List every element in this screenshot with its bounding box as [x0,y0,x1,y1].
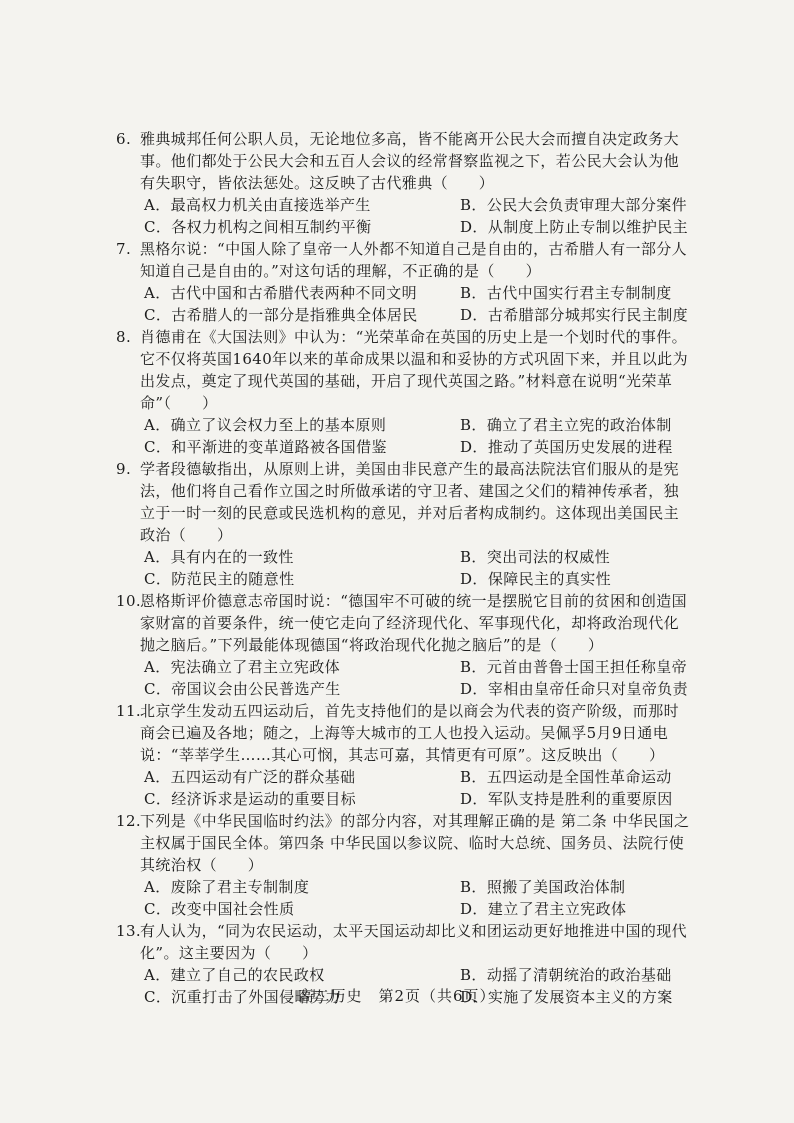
option-item: B．照搬了美国政治体制 [460,878,626,896]
option-item: C．经济诉求是运动的重要目标 [144,790,357,808]
question-text: 恩格斯评价德意志帝国时说：“德国牢不可破的统一是摆脱它目前的贫困和创造国家财富的首要条件，统一使它走向了经济现代化、军事现代化，却将政治现代化抛之脑后。”下列最能体现德国“将政治现代化抛之脑后”的是（ ） [140,592,688,654]
option-item: A．确立了议会权力至上的基本原则 [144,416,387,434]
question-item [116,810,694,920]
option-item: A．古代中国和古希腊代表两种不同文明 [144,284,418,302]
option-grid [116,546,694,590]
option-item: A．废除了君主专制制度 [144,878,310,896]
question-text: 下列是《中华民国临时约法》的部分内容，对其理解正确的是 第二条 中华民国之主权属于国民全体。第四条 中华民国以参议院、临时大总统、国务员、法院行使其统治权（ ） [140,812,690,874]
question-number: 11. [116,702,142,720]
option-item: C．沉重打击了外国侵略势力 [144,988,341,1006]
option-item: B．古代中国实行君主专制制度 [460,284,672,302]
question-text: 有人认为，“同为农民运动，太平天国运动却比义和团运动更好地推进中国的现代化”。这主要因为（ ） [140,922,688,962]
option-grid [116,766,694,810]
option-item: C．各权力机构之间相互制约平衡 [144,218,372,236]
question-stem [116,128,694,194]
option-item: B．确立了君主立宪的政治体制 [460,416,672,434]
option-item: B．五四运动是全国性革命运动 [460,768,672,786]
question-text: 黑格尔说：“中国人除了皇帝一人外都不知道自己是自由的，古希腊人有一部分人知道自己是自由的。”对这句话的理解，不正确的是（ ） [140,240,688,280]
option-item: D．实施了发展资本主义的方案 [460,988,673,1006]
question-text: 学者段德敏指出，从原则上讲，美国由非民意产生的最高法院法官们服从的是宪法，他们将自己看作立国之时所做承诺的守卫者、建国之父们的精神传承者，独立于一时一刻的民意或民选机构的意见，并对后者构成制约。这体现出美国民主政治（ ） [140,460,680,544]
option-item: B．动摇了清朝统治的政治基础 [460,966,672,984]
question-item [116,458,694,590]
option-grid [116,194,694,238]
option-grid [116,282,694,326]
option-grid [116,414,694,458]
option-item: D．保障民主的真实性 [460,570,612,588]
option-item: D．从制度上防止专制以维护民主 [460,218,689,236]
option-grid [116,656,694,700]
option-item: B．元首由普鲁士国王担任称皇帝 [460,658,688,676]
question-number: 6. [116,130,132,148]
question-item [116,128,694,238]
question-number: 7. [116,240,132,258]
question-text: 雅典城邦任何公职人员，无论地位多高，皆不能离开公民大会而擅自决定政务大事。他们都处于公民大会和五百人会议的经常督察监视之下，若公民大会认为他有失职守，皆依法惩处。这反映了古代雅典（ ） [140,130,680,192]
question-number: 10. [116,592,142,610]
option-item: D．宰相由皇帝任命只对皇帝负责 [460,680,689,698]
option-item: B．公民大会负责审理大部分案件 [460,196,688,214]
option-item: A．最高权力机关由直接选举产生 [144,196,371,214]
option-item: C．改变中国社会性质 [144,900,295,918]
option-item: D．推动了英国历史发展的进程 [460,438,673,456]
option-item: C．和平渐进的变革道路被各国借鉴 [144,438,387,456]
question-stem [116,700,694,766]
option-item: D．军队支持是胜利的重要原因 [460,790,673,808]
option-item: A．建立了自己的农民政权 [144,966,325,984]
question-stem [116,590,694,656]
question-text: 北京学生发动五四运动后，首先支持他们的是以商会为代表的资产阶级，而那时商会已遍及各地；随之，上海等大城市的工人也投入运动。吴佩孚5月9日通电说：“莘莘学生……其心可悯，其志可嘉，其情更有可原”。这反映出（ ） [140,702,680,764]
question-item [116,326,694,458]
option-item: A．宪法确立了君主立宪政体 [144,658,341,676]
option-grid [116,876,694,920]
option-item: A．具有内在的一致性 [144,548,294,566]
question-item [116,700,694,810]
question-list [116,128,694,1008]
option-item: A．五四运动有广泛的群众基础 [144,768,356,786]
question-stem [116,238,694,282]
page-footer: 高二历史 第2页（共6页） [298,987,496,1005]
question-stem [116,810,694,876]
option-item: B．突出司法的权威性 [460,548,611,566]
option-item: C．帝国议会由公民普选产生 [144,680,341,698]
question-number: 13. [116,922,142,940]
question-stem [116,920,694,964]
question-stem [116,326,694,414]
option-item: D．古希腊部分城邦实行民主制度 [460,306,689,324]
option-item: C．古希腊人的一部分是指雅典全体居民 [144,306,418,324]
question-number: 8. [116,328,132,346]
question-text: 肖德甫在《大国法则》中认为：“光荣革命在英国的历史上是一个划时代的事件。它不仅将英国1640年以来的革命成果以温和和妥协的方式巩固下来，并且以此为出发点，奠定了现代英国的基础，开启了现代英国之路。”材料意在说明“光荣革命”（ ） [140,328,688,412]
option-item: C．防范民主的随意性 [144,570,295,588]
question-item [116,590,694,700]
question-stem [116,458,694,546]
question-item [116,238,694,326]
option-item: D．建立了君主立宪政体 [460,900,627,918]
question-number: 9. [116,460,132,478]
question-number: 12. [116,812,142,830]
